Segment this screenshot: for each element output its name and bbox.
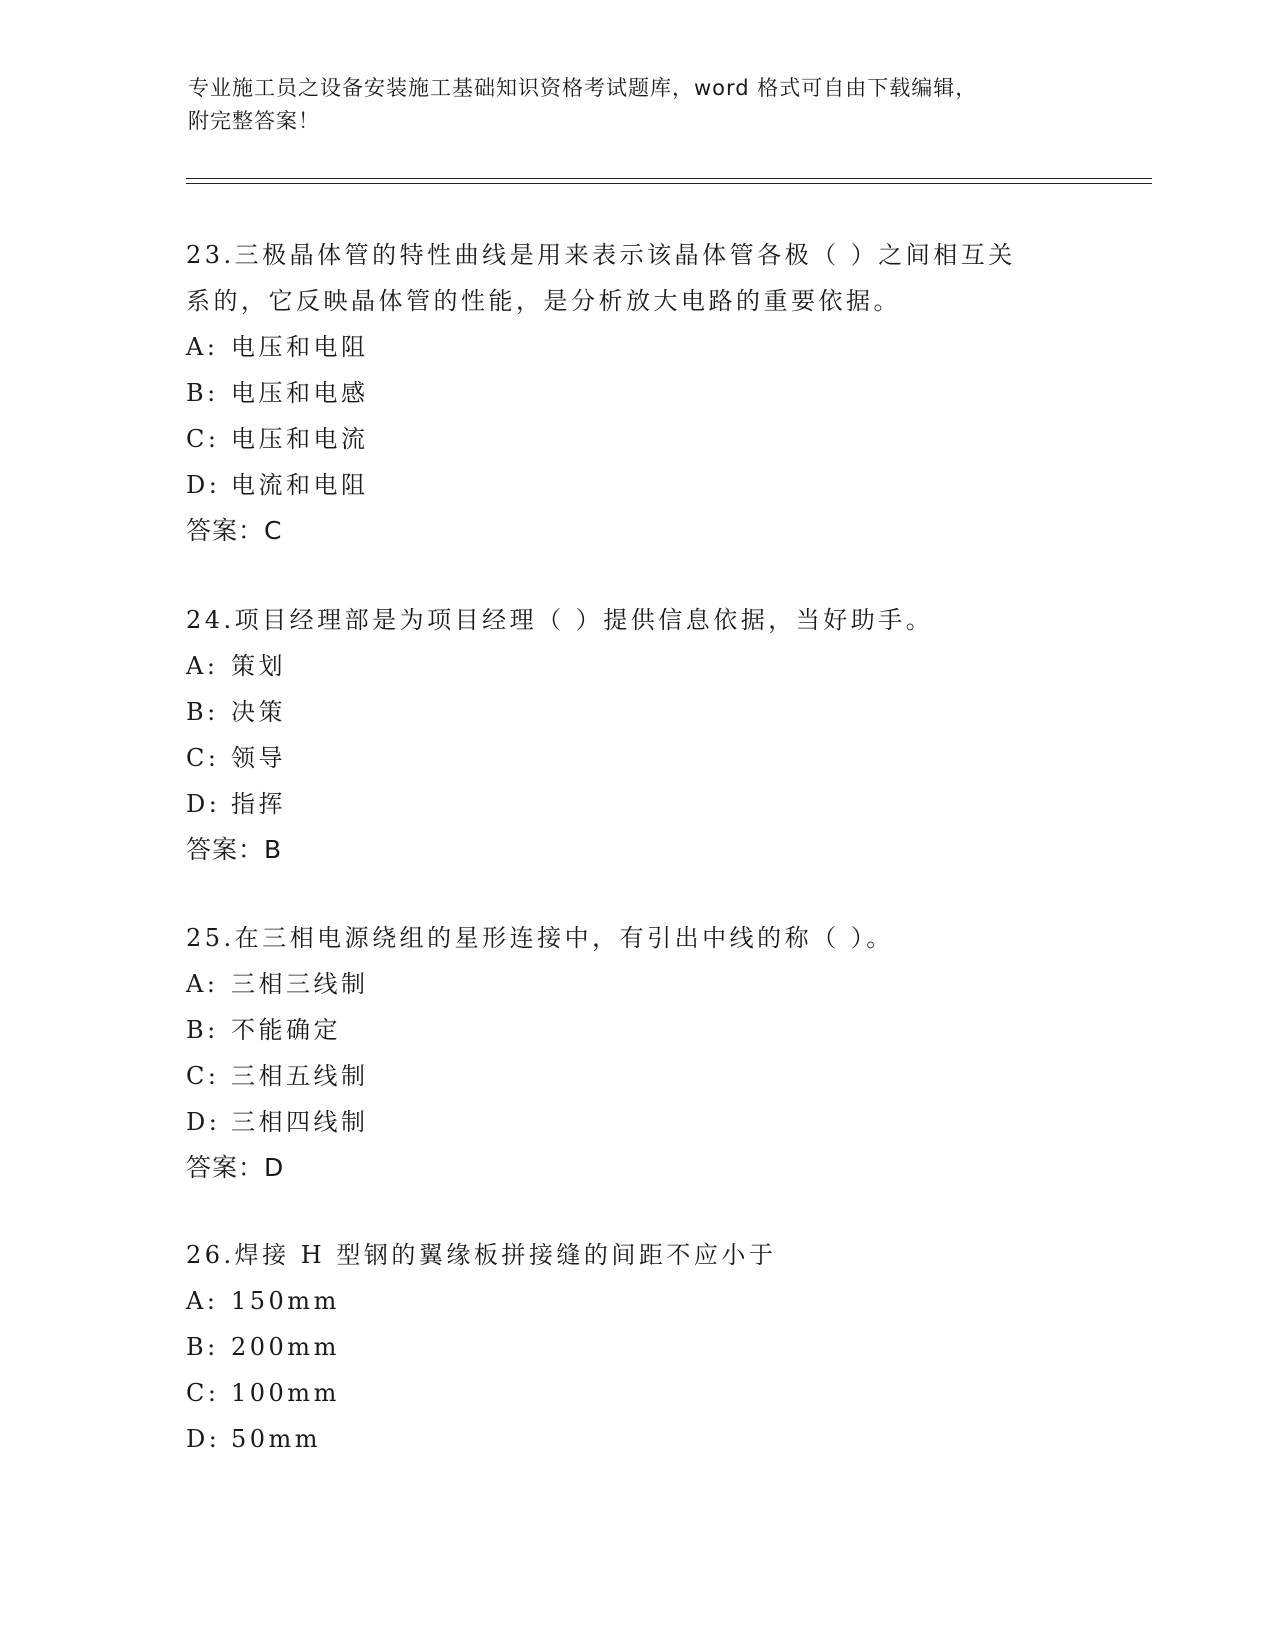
option-text: 50mm xyxy=(231,1425,322,1453)
option-key: C: xyxy=(186,425,220,453)
question-stem-line-2: 系的，它反映晶体管的性能，是分析放大电路的重要依据。 xyxy=(186,287,901,315)
option-b xyxy=(186,1324,1086,1370)
option-text: 不能确定 xyxy=(231,1016,341,1044)
option-key: B: xyxy=(186,379,219,407)
option-key: D: xyxy=(186,1425,221,1453)
option-text: 三相四线制 xyxy=(231,1108,369,1136)
question-stem-line-1: 在三相电源绕组的星形连接中，有引出中线的称（ ）。 xyxy=(234,924,894,952)
option-d xyxy=(186,462,1086,508)
option-key: C: xyxy=(186,744,220,772)
option-key: B: xyxy=(186,1016,219,1044)
option-key: B: xyxy=(186,1333,219,1361)
option-d xyxy=(186,1099,1086,1145)
question-text xyxy=(186,915,1086,961)
question-26 xyxy=(186,1232,1086,1462)
option-text: 电流和电阻 xyxy=(231,471,369,499)
option-text: 电压和电流 xyxy=(231,425,369,453)
question-23 xyxy=(186,232,1086,554)
question-number: 25. xyxy=(186,924,235,952)
header-divider-bottom xyxy=(186,183,1152,184)
option-text: 指挥 xyxy=(231,790,286,818)
option-c xyxy=(186,416,1086,462)
option-b xyxy=(186,689,1086,735)
header-line-2: 附完整答案！ xyxy=(188,109,320,133)
question-24 xyxy=(186,597,1086,873)
option-c xyxy=(186,1370,1086,1416)
answer-line: 答案：B xyxy=(186,835,283,864)
question-stem-line-1: 焊接 H 型钢的翼缘板拼接缝的间距不应小于 xyxy=(234,1241,777,1269)
option-text: 决策 xyxy=(231,698,286,726)
option-text: 策划 xyxy=(231,652,286,680)
option-text: 领导 xyxy=(231,744,286,772)
option-d xyxy=(186,781,1086,827)
option-key: D: xyxy=(186,790,221,818)
option-text: 100mm xyxy=(231,1379,340,1407)
option-a xyxy=(186,1278,1086,1324)
option-key: C: xyxy=(186,1062,220,1090)
question-number: 23. xyxy=(186,241,235,269)
option-key: C: xyxy=(186,1379,220,1407)
option-key: B: xyxy=(186,698,219,726)
option-a xyxy=(186,324,1086,370)
option-text: 三相五线制 xyxy=(231,1062,369,1090)
option-key: D: xyxy=(186,471,221,499)
header-divider-top xyxy=(186,178,1152,179)
question-25 xyxy=(186,915,1086,1191)
option-a xyxy=(186,961,1086,1007)
option-text: 200mm xyxy=(231,1333,340,1361)
question-stem-line-1: 三极晶体管的特性曲线是用来表示该晶体管各极（ ）之间相互关 xyxy=(234,241,1016,269)
document-header xyxy=(188,72,1088,138)
option-b xyxy=(186,1007,1086,1053)
question-number: 24. xyxy=(186,606,235,634)
question-number: 26. xyxy=(186,1241,235,1269)
option-text: 电压和电感 xyxy=(231,379,369,407)
header-line-1: 专业施工员之设备安装施工基础知识资格考试题库，word 格式可自由下载编辑， xyxy=(188,76,978,100)
option-text: 电压和电阻 xyxy=(231,333,369,361)
answer-line: 答案：D xyxy=(186,1153,285,1182)
option-c xyxy=(186,1053,1086,1099)
option-text: 三相三线制 xyxy=(231,970,369,998)
option-d xyxy=(186,1416,1086,1462)
option-b xyxy=(186,370,1086,416)
option-key: A: xyxy=(186,333,219,361)
answer-line: 答案：C xyxy=(186,516,283,545)
question-text xyxy=(186,232,1086,278)
option-c xyxy=(186,735,1086,781)
option-key: A: xyxy=(186,652,219,680)
option-a xyxy=(186,643,1086,689)
option-key: A: xyxy=(186,1287,219,1315)
option-key: A: xyxy=(186,970,219,998)
option-key: D: xyxy=(186,1108,221,1136)
option-text: 150mm xyxy=(231,1287,340,1315)
question-text xyxy=(186,1232,1086,1278)
question-stem-line-1: 项目经理部是为项目经理（ ）提供信息依据，当好助手。 xyxy=(234,606,934,634)
question-text xyxy=(186,597,1086,643)
